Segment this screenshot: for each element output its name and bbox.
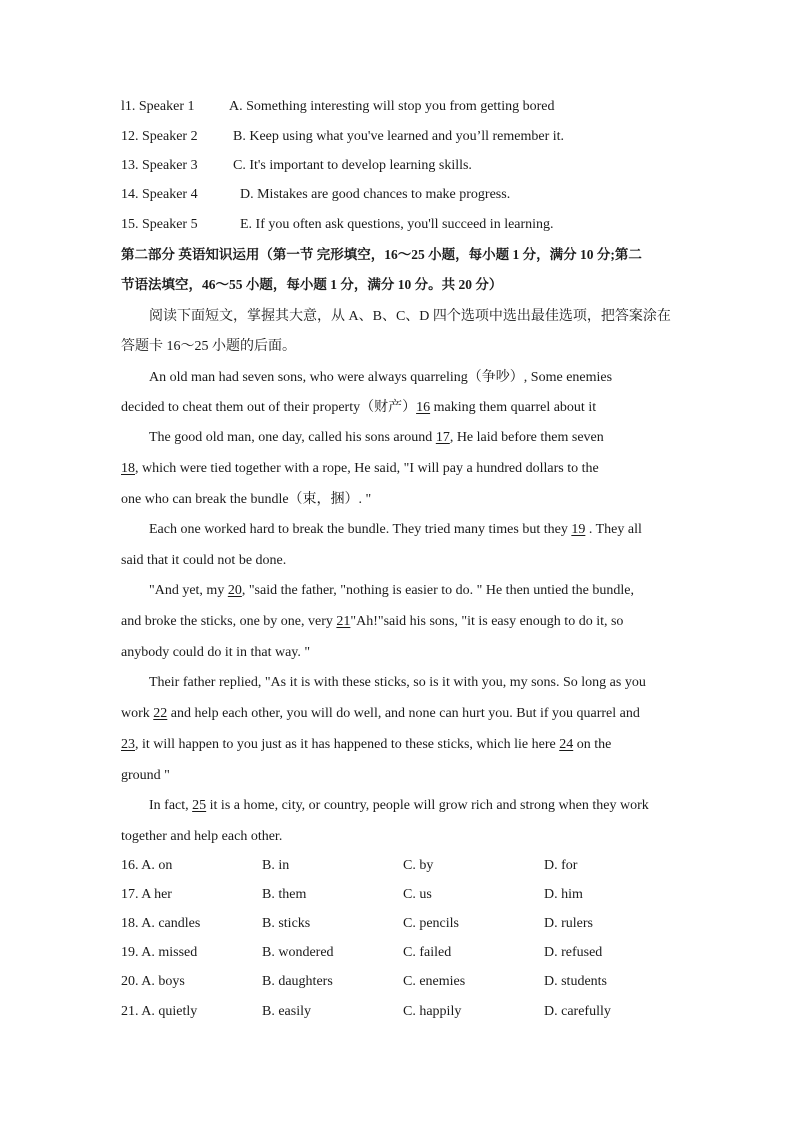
statement-text: D. Mistakes are good chances to make progress. bbox=[240, 187, 511, 202]
speaker-label: 12. Speaker 2 bbox=[121, 129, 198, 144]
speaker-label: 13. Speaker 3 bbox=[121, 158, 198, 173]
passage-line bbox=[121, 704, 640, 724]
blank-25: 25 bbox=[192, 798, 207, 813]
passage-line bbox=[121, 735, 611, 755]
passage-line bbox=[121, 459, 599, 479]
passage-text: "Ah!"said his sons, "it is easy enough to do it, so bbox=[350, 614, 624, 629]
passage-line bbox=[149, 520, 642, 540]
option-a: 17. A her bbox=[121, 887, 172, 902]
blank-20: 20 bbox=[227, 583, 242, 598]
option-c: C. us bbox=[403, 887, 432, 902]
passage-line bbox=[121, 612, 623, 632]
passage-text: and broke the sticks, one by one, very bbox=[121, 614, 337, 629]
option-d: D. him bbox=[544, 887, 583, 902]
section-heading-cont: 节语法填空，46～55 小题，每小题 1 分，满分 10 分。共 20 分） bbox=[121, 277, 503, 292]
blank-18: 18 bbox=[121, 461, 135, 476]
matching-row bbox=[121, 97, 554, 117]
speaker-label: l1. Speaker 1 bbox=[121, 99, 195, 114]
passage-text: making them quarrel about it bbox=[430, 400, 597, 415]
option-b: B. in bbox=[262, 858, 290, 873]
blank-19: 19 bbox=[571, 522, 586, 537]
passage-line: anybody could do it in that way. " bbox=[121, 645, 311, 660]
blank-23: 23 bbox=[121, 737, 135, 752]
passage-line: one who can break the bundle（束，捆）. " bbox=[121, 492, 372, 507]
option-d: D. refused bbox=[544, 945, 603, 960]
instruction-text: 阅读下面短文，掌握其大意，从 A、B、C、D 四个选项中选出最佳选项，把答案涂在 bbox=[149, 309, 671, 324]
option-c: C. enemies bbox=[403, 974, 466, 989]
passage-text: , "said the father, "nothing is easier to do. " He then untied the bundle, bbox=[241, 583, 634, 598]
option-a: 16. A. on bbox=[121, 858, 173, 873]
option-b: B. easily bbox=[262, 1004, 311, 1019]
passage-text: Each one worked hard to break the bundle. They tried many times but they bbox=[149, 522, 572, 537]
passage-line bbox=[149, 796, 649, 816]
instruction-text-cont: 答题卡 16～25 小题的后面。 bbox=[121, 339, 296, 354]
option-b: B. daughters bbox=[262, 974, 333, 989]
passage-text: . They all bbox=[585, 522, 642, 537]
option-a: 21. A. quietly bbox=[121, 1004, 198, 1019]
passage-text: it is a home, city, or country, people will grow rich and strong when they work bbox=[206, 798, 649, 813]
matching-row bbox=[121, 185, 510, 205]
passage-text: decided to cheat them out of their property（财产） bbox=[121, 400, 417, 415]
option-c: C. by bbox=[403, 858, 434, 873]
statement-text: E. If you often ask questions, you'll succeed in learning. bbox=[240, 217, 554, 232]
passage-text: The good old man, one day, called his sons around bbox=[149, 430, 436, 445]
passage-line: together and help each other. bbox=[121, 829, 283, 844]
option-d: D. carefully bbox=[544, 1004, 611, 1019]
matching-row bbox=[121, 215, 554, 235]
passage-line: Their father replied, "As it is with these sticks, so is it with you, my sons. So long as you bbox=[149, 675, 646, 690]
option-c: C. failed bbox=[403, 945, 452, 960]
blank-24: 24 bbox=[559, 737, 574, 752]
option-d: D. rulers bbox=[544, 916, 593, 931]
option-c: C. happily bbox=[403, 1004, 462, 1019]
option-b: B. them bbox=[262, 887, 307, 902]
section-heading: 第二部分 英语知识运用（第一节 完形填空，16～25 小题，每小题 1 分，满分 10 分;第二 bbox=[121, 247, 642, 262]
speaker-label: 14. Speaker 4 bbox=[121, 187, 198, 202]
option-a: 20. A. boys bbox=[121, 974, 185, 989]
blank-17: 17 bbox=[435, 430, 450, 445]
matching-row bbox=[121, 156, 472, 176]
option-b: B. wondered bbox=[262, 945, 334, 960]
option-a: 19. A. missed bbox=[121, 945, 198, 960]
option-a: 18. A. candles bbox=[121, 916, 201, 931]
passage-text: , which were tied together with a rope, He said, "I will pay a hundred dollars to the bbox=[135, 461, 599, 476]
matching-row bbox=[121, 127, 564, 147]
option-d: D. for bbox=[544, 858, 578, 873]
passage-text: , it will happen to you just as it has happened to these sticks, which lie here bbox=[135, 737, 560, 752]
speaker-label: 15. Speaker 5 bbox=[121, 217, 198, 232]
passage-text: on the bbox=[573, 737, 612, 752]
passage-line: An old man had seven sons, who were always quarreling（争吵）, Some enemies bbox=[149, 370, 613, 385]
option-c: C. pencils bbox=[403, 916, 459, 931]
passage-line bbox=[149, 428, 604, 448]
blank-16: 16 bbox=[416, 400, 431, 415]
passage-line bbox=[149, 581, 634, 601]
option-d: D. students bbox=[544, 974, 607, 989]
passage-text: and help each other, you will do well, and none can hurt you. But if you quarrel and bbox=[167, 706, 640, 721]
blank-21: 21 bbox=[336, 614, 351, 629]
passage-text: In fact, bbox=[149, 798, 193, 813]
passage-line: ground " bbox=[121, 768, 170, 783]
passage-text: work bbox=[121, 706, 154, 721]
option-b: B. sticks bbox=[262, 916, 311, 931]
statement-text: A. Something interesting will stop you from getting bored bbox=[229, 99, 555, 114]
passage-line bbox=[121, 398, 596, 418]
blank-22: 22 bbox=[153, 706, 168, 721]
statement-text: C. It's important to develop learning skills. bbox=[233, 158, 472, 173]
passage-text: "And yet, my bbox=[149, 583, 228, 598]
passage-line: said that it could not be done. bbox=[121, 553, 287, 568]
statement-text: B. Keep using what you've learned and you’ll remember it. bbox=[233, 129, 565, 144]
passage-text: , He laid before them seven bbox=[449, 430, 604, 445]
